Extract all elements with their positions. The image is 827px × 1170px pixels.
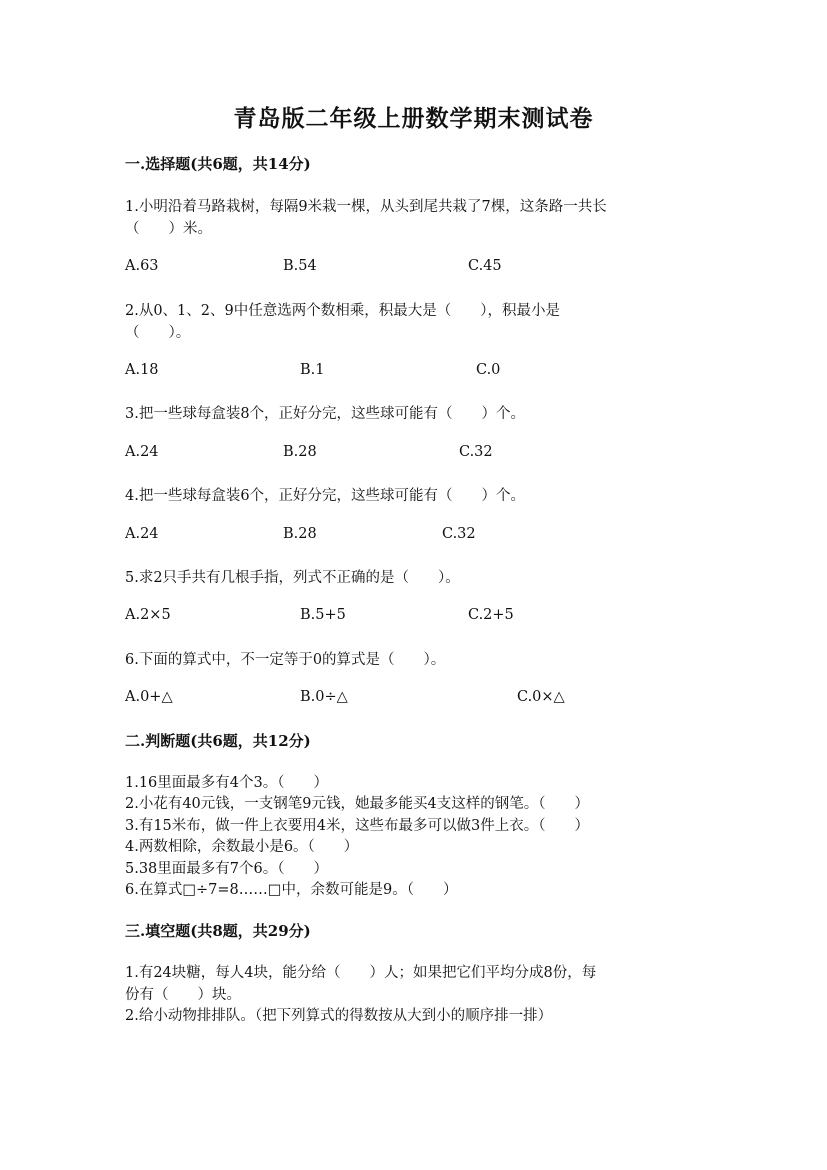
question-6-line-1: 6.下面的算式中，不一定等于0的算式是（ ）。 bbox=[125, 652, 446, 668]
section-heading-choice: 一.选择题(共6题，共14分) bbox=[125, 155, 311, 173]
question-1-option-a: A.63 bbox=[125, 258, 159, 274]
question-1-line-2: （ ）米。 bbox=[125, 221, 212, 237]
question-2-line-1: 2.从0、1、2、9中任意选两个数相乘，积最大是（ ），积最小是 bbox=[125, 303, 560, 319]
judgment-item-2: 2.小花有40元钱，一支钢笔9元钱，她最多能买4支这样的钢笔。（ ） bbox=[125, 796, 589, 812]
question-6-option-c: C.0×△ bbox=[517, 689, 565, 705]
question-5-line-1: 5.求2只手共有几根手指，列式不正确的是（ ）。 bbox=[125, 570, 460, 586]
question-1-option-b: B.54 bbox=[283, 258, 317, 274]
question-2-option-c: C.0 bbox=[476, 362, 501, 378]
question-5-option-c: C.2+5 bbox=[468, 607, 514, 623]
judgment-item-6: 6.在算式□÷7=8……□中，余数可能是9。（ ） bbox=[125, 882, 458, 898]
question-1-line-1: 1.小明沿着马路栽树，每隔9米栽一棵，从头到尾共栽了7棵，这条路一共长 bbox=[125, 199, 607, 215]
judgment-item-1: 1.16里面最多有4个3。（ ） bbox=[125, 775, 328, 791]
question-6-option-b: B.0÷△ bbox=[300, 689, 348, 705]
question-3-option-b: B.28 bbox=[283, 444, 317, 460]
question-3-line-1: 3.把一些球每盒装8个，正好分完，这些球可能有（ ）个。 bbox=[125, 406, 526, 422]
question-2-option-a: A.18 bbox=[125, 362, 159, 378]
question-5-option-b: B.5+5 bbox=[300, 607, 346, 623]
fill-item-1-line-2: 份有（ ）块。 bbox=[125, 987, 241, 1003]
judgment-item-3: 3.有15米布，做一件上衣要用4米，这些布最多可以做3件上衣。（ ） bbox=[125, 818, 589, 834]
question-4-option-b: B.28 bbox=[283, 526, 317, 542]
question-2-option-b: B.1 bbox=[300, 362, 325, 378]
question-4-option-a: A.24 bbox=[125, 526, 159, 542]
section-heading-judgment: 二.判断题(共6题，共12分) bbox=[125, 732, 311, 750]
question-5-option-a: A.2×5 bbox=[125, 607, 171, 623]
question-4-line-1: 4.把一些球每盒装6个，正好分完，这些球可能有（ ）个。 bbox=[125, 488, 526, 504]
exam-title: 青岛版二年级上册数学期末测试卷 bbox=[233, 105, 594, 132]
fill-item-1-line-1: 1.有24块糖，每人4块，能分给（ ）人；如果把它们平均分成8份，每 bbox=[125, 965, 597, 981]
question-3-option-a: A.24 bbox=[125, 444, 159, 460]
judgment-item-5: 5.38里面最多有7个6。（ ） bbox=[125, 861, 328, 877]
question-1-option-c: C.45 bbox=[468, 258, 502, 274]
fill-item-2-line-1: 2.给小动物排排队。（把下列算式的得数按从大到小的顺序排一排） bbox=[125, 1008, 553, 1024]
question-4-option-c: C.32 bbox=[442, 526, 476, 542]
question-3-option-c: C.32 bbox=[459, 444, 493, 460]
question-6-option-a: A.0+△ bbox=[125, 689, 173, 705]
judgment-item-4: 4.两数相除，余数最小是6。（ ） bbox=[125, 839, 359, 855]
section-heading-fill-blank: 三.填空题(共8题，共29分) bbox=[125, 922, 311, 940]
question-2-line-2: （ ）。 bbox=[125, 325, 191, 341]
